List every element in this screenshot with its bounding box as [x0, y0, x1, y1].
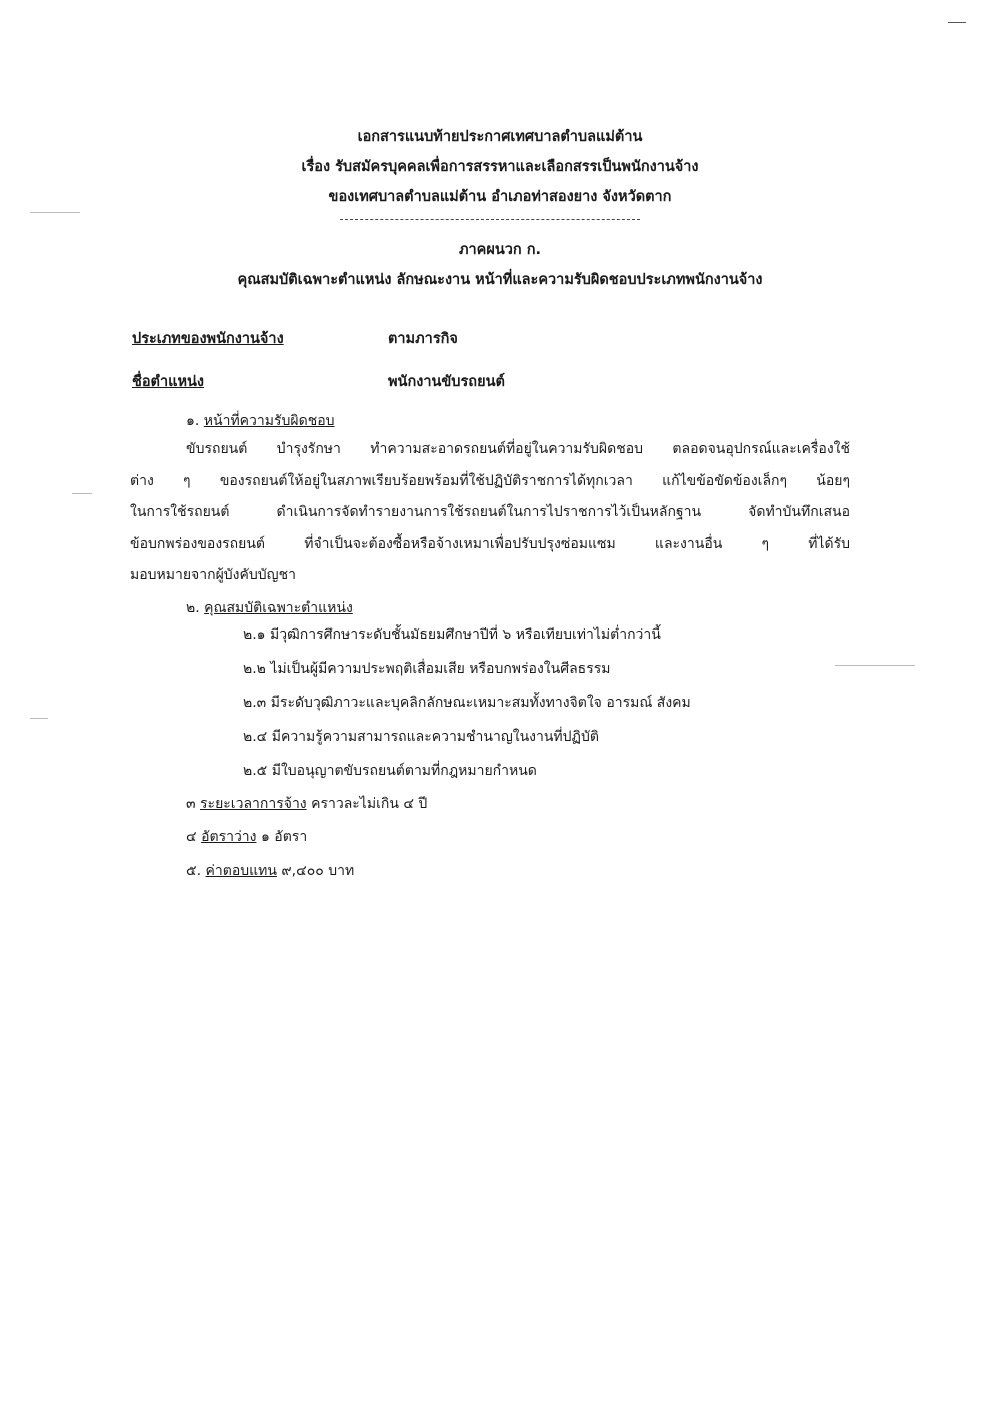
section-5-number: ๕.: [186, 863, 202, 879]
dashed-separator: [340, 219, 640, 220]
corner-mark: [948, 22, 966, 23]
section-3-value: คราวละไม่เกิน ๔ ปี: [311, 796, 428, 812]
section-4-row: [186, 826, 307, 848]
employee-type-value: ตามภารกิจ: [388, 331, 458, 347]
section-3-row: [186, 793, 427, 815]
position-value: พนักงานขับรถยนต์: [388, 374, 505, 390]
qualification-item: ๒.๒ ไม่เป็นผู้มีความประพฤติเสื่อมเสีย หรือบกพร่องในศีลธรรม: [243, 661, 611, 677]
section-4-value: ๑ อัตรา: [260, 829, 308, 845]
duties-line: ต่าง ๆ ของรถยนต์ให้อยู่ในสภาพเรียบร้อยพร้อมที่ใช้ปฏิบัติราชการได้ทุกเวลา แก้ไขข้อขัดข้องเล็กๆ น้อยๆ: [130, 472, 850, 489]
section-5-title: ค่าตอบแทน: [205, 863, 277, 879]
scan-speck: [30, 212, 80, 213]
section-3-number: ๓: [186, 796, 196, 812]
section-3-title: ระยะเวลาการจ้าง: [200, 796, 307, 812]
duties-line: ข้อบกพร่องของรถยนต์ ที่จำเป็นจะต้องซื้อหรือจ้างเหมาเพื่อปรับปรุงซ่อมแซม และงานอื่น ๆ ที่ได้รับ: [130, 535, 850, 552]
position-row: [132, 370, 852, 398]
employee-type-row: [132, 327, 852, 355]
section-1-number: ๑.: [186, 413, 200, 429]
duties-line: มอบหมายจากผู้บังคับบัญชา: [130, 567, 296, 583]
duties-line: ขับรถยนต์ บำรุงรักษา ทำความสะอาดรถยนต์ที่อยู่ในความรับผิดชอบ ตลอดจนอุปกรณ์และเครื่องใช้: [186, 441, 850, 457]
scan-speck: [72, 493, 92, 494]
annex-title: ภาคผนวก ก.: [458, 242, 542, 258]
header-line-3: ของเทศบาลตำบลแม่ต้าน อำเภอท่าสองยาง จังหวัดตาก: [328, 189, 672, 205]
qualification-item: ๒.๕ มีใบอนุญาตขับรถยนต์ตามที่กฎหมายกำหนด: [243, 763, 537, 779]
qualification-item: ๒.๓ มีระดับวุฒิภาวะและบุคลิกลักษณะเหมาะสมทั้งทางจิตใจ อารมณ์ สังคม: [243, 695, 691, 711]
section-4-number: ๔: [186, 829, 197, 845]
scan-speck: [835, 665, 915, 666]
duties-line: ในการใช้รถยนต์ ดำเนินการจัดทำรายงานการใช้รถยนต์ในการไปราชการไว้เป็นหลักฐาน จัดทำบันทึกเสนอ: [130, 504, 850, 520]
section-2-heading: [186, 597, 353, 619]
annex-heading: [100, 235, 900, 295]
section-5-value: ๙,๔๐๐ บาท: [281, 863, 355, 879]
header-line-2: เรื่อง รับสมัครบุคคลเพื่อการสรรหาและเลือกสรรเป็นพนักงานจ้าง: [301, 159, 699, 175]
position-label: ชื่อตำแหน่ง: [132, 374, 205, 390]
section-2-number: ๒.: [186, 600, 200, 616]
section-4-title: อัตราว่าง: [201, 829, 257, 845]
section-2-title: คุณสมบัติเฉพาะตำแหน่ง: [204, 600, 353, 616]
qualification-item: ๒.๑ มีวุฒิการศึกษาระดับชั้นมัธยมศึกษาปีที่ ๖ หรือเทียบเท่าไม่ต่ำกว่านี้: [243, 627, 661, 643]
section-1-heading: [186, 410, 335, 432]
scan-speck: [30, 718, 48, 719]
section-5-row: [186, 860, 354, 882]
qualification-item: ๒.๔ มีความรู้ความสามารถและความชำนาญในงานที่ปฏิบัติ: [243, 729, 599, 745]
annex-subtitle: คุณสมบัติเฉพาะตำแหน่ง ลักษณะงาน หน้าที่และความรับผิดชอบประเภทพนักงานจ้าง: [237, 272, 763, 288]
announcement-header: [150, 122, 850, 212]
section-1-title: หน้าที่ความรับผิดชอบ: [203, 413, 335, 429]
duties-paragraph: [130, 434, 850, 592]
header-line-1: เอกสารแนบท้ายประกาศเทศบาลตำบลแม่ต้าน: [357, 129, 643, 145]
employee-type-label: ประเภทของพนักงานจ้าง: [132, 331, 284, 347]
